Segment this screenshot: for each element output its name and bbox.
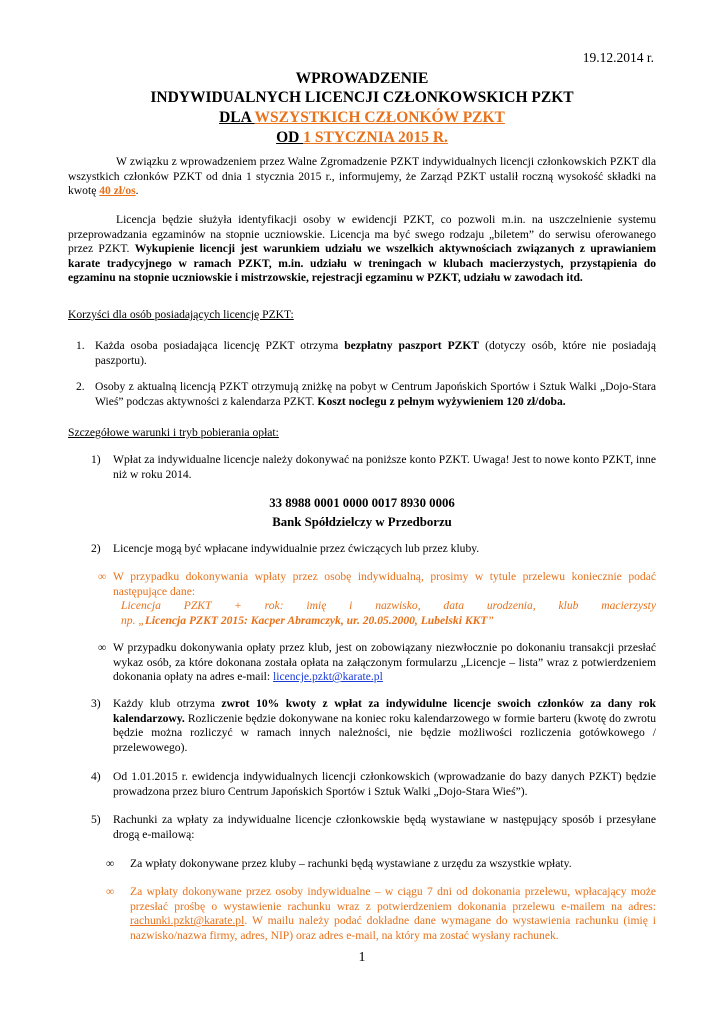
condition-2: Licencje mogą być wpłacane indywidualnie przez ćwiczących lub przez kluby. <box>113 542 480 555</box>
example-suffix: ” <box>487 613 494 627</box>
payment-title-pattern: Licencja PZKT + rok: imię i nazwisko, data urodzenia, klub macierzysty <box>121 599 656 612</box>
title-line-3-highlight: WSZYSTKICH CZŁONKÓW PZKT <box>254 109 505 126</box>
benefit-1-text: Każda osoba posiadająca licencję PZKT otrzyma <box>95 339 345 352</box>
title-line-3-prefix: DLA <box>219 109 255 126</box>
intro-p1-text: W związku z wprowadzeniem przez Walne Zgromadzenie PZKT indywidualnych licencji członkowskich PZKT dla wszystkich członków PZKT od dnia 1 stycznia 2015 r., informujemy, że Zarząd PZKT ustalił roczną wysokość składki na kwotę <box>68 155 656 197</box>
condition-3-text: Każdy klub otrzyma <box>113 697 222 710</box>
example-text: Licencja PZKT 2015: Kacper Abramczyk, ur. 20.05.2000, Lubelski KKT <box>144 613 488 627</box>
sub-item-club-payment <box>113 641 656 685</box>
document-date: 19.12.2014 r. <box>582 50 654 65</box>
infinity-bullet-icon: ∞ <box>98 641 107 654</box>
condition-2-number: 2) <box>91 542 101 555</box>
title-line-1: WPROWADZENIE <box>295 70 429 87</box>
infinity-bullet-icon: ∞ <box>98 570 107 583</box>
benefit-1-bold: bezpłatny paszport PZKT <box>344 339 480 352</box>
condition-5: Rachunki za wpłaty za indywidualne licencje członkowskie będą wystawiane w następujący sposób i przesyłane drogą e-mailową: <box>113 813 656 841</box>
page-number: 1 <box>358 950 366 965</box>
title-line-2: INDYWIDUALNYCH LICENCJI CZŁONKOWSKICH PZKT <box>150 89 574 106</box>
benefit-2-number: 2. <box>76 380 85 393</box>
condition-3-bold: zwrot 10% kwoty z wpłat za indywidulne licencje swoich członków za dany rok kalendarzowy. <box>113 697 656 725</box>
condition-5-number: 5) <box>91 813 101 826</box>
sub-item-individual-text: W przypadku dokonywania wpłaty przez osobę indywidualną, prosimy w tytule przelewu koniecznie podać następujące dane: <box>113 570 656 598</box>
intro-p2-bold: Wykupienie licencji jest warunkiem udziału we wszelkich aktywnościach związanych z uprawianiem karate tradycyjnego w ramach PZKT, m.in. udziału w treningach w klubach macierzystych, przystąpienia do egzaminu na stopnie uczniowskie i mistrzowskie, rejestracji egzaminu w PZKT, udziału w zawodach itd. <box>68 242 656 284</box>
condition-3 <box>113 697 656 755</box>
condition-4-number: 4) <box>91 770 101 783</box>
sub-item-individual-invoices <box>130 885 656 943</box>
benefits-heading: Korzyści dla osób posiadających licencję PZKT: <box>68 308 294 321</box>
title-line-4-highlight: 1 STYCZNIA 2015 R. <box>303 129 448 146</box>
rachunki-email-link[interactable]: rachunki.pzkt@karate.pl <box>130 914 245 927</box>
condition-1-number: 1) <box>91 453 101 466</box>
infinity-bullet-icon: ∞ <box>106 885 115 898</box>
benefit-2 <box>95 380 656 409</box>
intro-p2-text: Licencja będzie służyła identyfikacji osoby w ewidencji PZKT, co pozwoli m.in. na uszczelnienie systemu przeprowadzania egzaminów na stopnie uczniowskie. Licencja ma być swego rodzaju „biletem” do serwisu oferowanego przez PZKT. <box>68 213 656 255</box>
title-line-4-prefix: OD <box>276 129 304 146</box>
conditions-heading: Szczegółowe warunki i tryb pobierania opłat: <box>68 426 279 439</box>
benefit-1-text-end: (dotyczy osób, które nie posiadają paszportu). <box>95 339 656 367</box>
benefit-2-text: Osoby z aktualną licencją PZKT otrzymują zniżkę na pobyt w Centrum Japońskich Sportów i Sztuk Walki „Dojo-Stara Wieś” podczas aktywności z kalendarza PZKT. <box>95 380 656 408</box>
title-line-3 <box>0 108 724 127</box>
condition-1: Wpłat za indywidualne licencje należy dokonywać na poniższe konto PZKT. Uwaga! Jest to nowe konto PZKT, inne niż w roku 2014. <box>113 453 656 481</box>
condition-4: Od 1.01.2015 r. ewidencja indywidualnych licencji członkowskich (wprowadzanie do bazy danych PZKT) będzie prowadzona przez biuro Centrum Japońskich Sportów i Sztuk Walki „Dojo-Stara Wieś”). <box>113 770 656 798</box>
benefit-2-bold: Koszt noclegu z pełnym wyżywieniem 120 zł/doba. <box>317 394 566 408</box>
title-line-4 <box>0 128 724 147</box>
sub-item-club-text: W przypadku dokonywania opłaty przez klub, jest on zobowiązany niezwłocznie po dokonaniu transakcji przesłać wykaz osób, za które dokonana została opłata na załączonym formularzu „Licencje – lista” wraz z potwierdzeniem dokonania opłaty na adres e-mail: <box>113 641 656 683</box>
intro-paragraph-2 <box>68 213 656 286</box>
condition-3-number: 3) <box>91 697 101 710</box>
benefit-1 <box>95 339 656 368</box>
payment-title-example <box>113 614 656 629</box>
benefit-1-number: 1. <box>76 339 85 352</box>
bank-name: Bank Spółdzielczy w Przedborzu <box>272 515 452 529</box>
sub-item-individual-payment <box>113 570 656 628</box>
infinity-bullet-icon: ∞ <box>106 857 115 870</box>
intro-paragraph-1 <box>68 155 656 199</box>
licencje-email-link[interactable]: licencje.pzkt@karate.pl <box>273 670 383 683</box>
account-number: 33 8988 0001 0000 0017 8930 0006 <box>269 496 455 510</box>
sub-item-individual-invoices-text: Za wpłaty dokonywane przez osoby indywidualne – w ciągu 7 dni od dokonania przelewu, wpłacający może przesłać prośbę o wystawienie rachunku wraz z potwierdzeniem dokonania przelewu e-mailem na adres: <box>130 885 656 913</box>
condition-3-text-end: Rozliczenie będzie dokonywane na koniec roku kalendarzowego w formie barteru (kwotę do zwrotu będzie można rozliczyć w ramach innych należności, nie będzie możliwości rozliczenia gotówkowego / przelewowego). <box>113 711 656 754</box>
sub-item-club-invoices: Za wpłaty dokonywane przez kluby – rachunki będą wystawiane z urzędu za wszystkie wpłaty. <box>130 857 572 870</box>
intro-p1-end: . <box>135 184 139 197</box>
fee-amount: 40 zł/os <box>99 184 136 197</box>
example-prefix: np. „ <box>121 613 145 627</box>
sub-item-individual-invoices-text-end: . W mailu należy podać dokładne dane wymagane do wystawienia rachunku (imię i nazwisko/nazwa firmy, adres, NIP) oraz adres e-mail, na który ma zostać wysłany rachunek. <box>130 914 656 942</box>
